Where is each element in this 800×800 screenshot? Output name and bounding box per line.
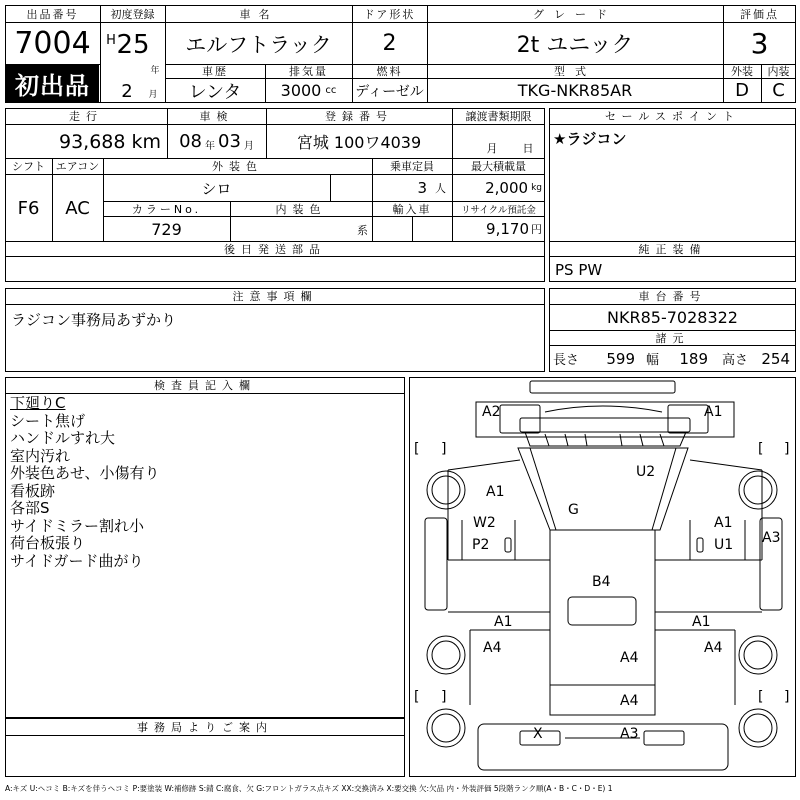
history: レンタ <box>188 81 242 102</box>
interior-label: 内装 <box>767 65 790 78</box>
seats-unit: 人 <box>435 182 446 195</box>
recycle-cell <box>452 217 545 241</box>
mark-a1-mid-right: A1 <box>692 614 711 630</box>
max-load-cell <box>452 175 545 201</box>
mileage-cell <box>5 125 167 158</box>
sales-points-text: ★ラジコン <box>553 129 627 148</box>
mileage-label: 走行 <box>69 110 103 123</box>
import-label: 輸入車 <box>392 202 432 216</box>
recycle-label: リサイクル預託金 <box>461 204 536 216</box>
first-registration-label: 初度登録 <box>110 7 155 21</box>
bracket-left-1: [ <box>414 441 420 457</box>
rear-right-wheel <box>739 636 777 674</box>
door-type: 2 <box>382 31 397 56</box>
sales-points-label: セールスポイント <box>604 110 740 123</box>
mileage-unit: km <box>131 130 161 153</box>
office-notice-label: 事務局よりご案内 <box>137 720 273 734</box>
inspection-label: 車検 <box>199 110 234 123</box>
rear-bumper <box>478 724 728 770</box>
mark-g: G <box>568 502 579 518</box>
inspector-notes-label: 検査員記入欄 <box>154 379 256 392</box>
month-unit: 月 <box>148 89 158 100</box>
mark-a3-bottom: A3 <box>620 726 639 742</box>
mark-a3-right: A3 <box>762 530 781 546</box>
displacement-unit: cc <box>325 85 337 96</box>
transfer-month-unit: 月 <box>486 142 498 155</box>
mark-b4: B4 <box>592 574 611 590</box>
car-name: エルフトラック <box>185 32 332 57</box>
mark-a4-center: A4 <box>620 650 639 666</box>
exterior-grade: D <box>735 80 749 101</box>
genuine-equipment-label: 純正装備 <box>638 242 707 256</box>
recycle-unit: 円 <box>531 223 542 236</box>
inspector-note-10: サイドガード曲がり <box>10 551 144 570</box>
front-right-wheel <box>739 471 777 509</box>
aircon: AC <box>65 197 90 219</box>
mark-p2: P2 <box>472 537 490 553</box>
height-cell <box>722 346 790 371</box>
grade-label: グレード <box>533 7 617 21</box>
inspector-note-4: 室内汚れ <box>10 446 71 465</box>
exterior-color: シロ <box>201 179 232 198</box>
lot-number-label: 出品番号 <box>26 7 79 21</box>
front-left-wheel <box>427 471 465 509</box>
later-parts-label: 後日発送部品 <box>224 242 326 256</box>
caution-label: 注意事項欄 <box>232 290 318 303</box>
displacement-cell <box>265 79 352 102</box>
width: 189 <box>679 349 708 368</box>
inspector-note-9: 荷台板張り <box>10 534 86 552</box>
length-cell <box>553 346 635 371</box>
model-code: TKG-NKR85AR <box>517 81 633 100</box>
genuine-equipment-text: PS PW <box>555 260 603 279</box>
recycle-fee: 9,170 <box>486 220 529 238</box>
seats-label: 乗車定員 <box>390 160 434 173</box>
exterior-color-label: 外装色 <box>212 160 263 173</box>
seats: 3 <box>417 179 427 197</box>
grade: 2t ユニック <box>516 33 634 58</box>
inspection-month-unit: 月 <box>243 141 254 152</box>
exterior-label: 外装 <box>731 65 753 78</box>
damage-legend: A:キズ U:ヘコミ B:キズを伴うヘコミ P:要塗装 W:補修跡 S:錆 C:腐食、欠 G:フロントガラス点キズ XX:交換済み X:要交換 欠:欠品 内・外装評価 5段階ランク順(A・B・C・D・E) 1 <box>5 783 613 793</box>
displacement-label: 排気量 <box>289 65 328 78</box>
inspection-cell <box>167 125 266 158</box>
chassis-number-label: 車台番号 <box>638 290 707 303</box>
history-label: 車歴 <box>202 65 228 78</box>
mark-a1-mid-left: A1 <box>494 614 513 630</box>
bracket-left-2: [ <box>758 441 764 457</box>
bracket-left-3: [ <box>414 689 420 705</box>
score: 3 <box>750 27 769 60</box>
bracket-right-2: ] <box>784 441 790 457</box>
height-label: 高さ <box>722 353 749 368</box>
max-load-label: 最大積載量 <box>471 160 526 173</box>
door-type-label: ドア形状 <box>363 7 416 21</box>
max-load: 2,000 <box>485 179 529 197</box>
inspection-year: 08 <box>179 131 202 152</box>
transfer-day-unit: 日 <box>522 142 534 155</box>
first-registration-year: 25 <box>116 30 150 60</box>
mark-a4-left: A4 <box>483 640 502 656</box>
bracket-right-3: ] <box>441 689 447 705</box>
chassis-number: NKR85-7028322 <box>607 308 738 327</box>
bracket-left-4: [ <box>758 689 764 705</box>
max-load-unit: kg <box>531 183 542 193</box>
length: 599 <box>606 349 635 368</box>
inspector-note-8: サイドミラー割れ小 <box>10 516 144 535</box>
caution-text: ラジコン事務局あずかり <box>11 310 177 329</box>
color-number: 729 <box>151 219 182 239</box>
inspection-year-unit: 年 <box>205 141 215 152</box>
mark-u2: U2 <box>636 464 656 480</box>
mark-a2-top: A2 <box>482 404 501 420</box>
rear-left-wheel <box>427 636 465 674</box>
mark-a4-right: A4 <box>704 640 723 656</box>
inspector-note-1: 下廻りC <box>10 394 66 412</box>
inspector-notes-list <box>10 395 400 570</box>
displacement: 3000 <box>280 81 322 100</box>
model-label: 型式 <box>554 65 596 78</box>
interior-grade: C <box>772 80 785 101</box>
width-cell <box>646 346 708 371</box>
bracket-right-4: ] <box>784 689 790 705</box>
inspector-note-6: 看板跡 <box>10 481 56 500</box>
mark-x: X <box>533 726 543 742</box>
inspection-month: 03 <box>218 131 241 152</box>
era-prefix: H <box>106 32 116 48</box>
plate-label: 登録番号 <box>325 110 393 123</box>
first-registration-month: 2 <box>121 80 133 102</box>
transfer-deadline-label: 譲渡書類期限 <box>465 110 532 123</box>
mark-w2: W2 <box>473 515 496 531</box>
mark-a4-rear: A4 <box>620 693 639 709</box>
seats-cell <box>372 175 452 201</box>
length-label: 長さ <box>553 353 580 368</box>
height: 254 <box>761 349 790 368</box>
color-number-label: カラーNo. <box>131 202 202 216</box>
first-listing-badge: 初出品 <box>6 65 99 102</box>
score-label: 評価点 <box>740 7 779 21</box>
inspector-note-7: 各部S <box>10 499 50 517</box>
interior-color-label: 内装色 <box>275 202 327 216</box>
mark-a1-right: A1 <box>714 515 733 531</box>
width-label: 幅 <box>646 353 660 368</box>
year-unit: 年 <box>150 65 160 76</box>
mark-u1: U1 <box>714 537 734 553</box>
shift: F6 <box>17 197 40 219</box>
lot-number: 7004 <box>14 26 91 61</box>
car-name-label: 車名 <box>239 7 278 21</box>
plate-number: 宮城 100ワ4039 <box>296 133 422 152</box>
inspector-note-2: シート焦げ <box>10 411 86 430</box>
mileage: 93,688 <box>59 130 126 153</box>
cargo-bed <box>550 530 655 715</box>
mark-a1-left: A1 <box>486 484 505 500</box>
fuel-label: 燃料 <box>376 65 403 78</box>
aircon-label: エアコン <box>55 160 100 173</box>
inspector-note-3: ハンドルすれ大 <box>10 429 116 447</box>
bracket-right-1: ] <box>441 441 447 457</box>
mark-a1-top: A1 <box>704 404 723 420</box>
specs-label: 諸元 <box>655 331 690 345</box>
interior-color-suffix: 系 <box>357 224 368 237</box>
fuel: ディーゼル <box>355 83 424 100</box>
inspector-note-5: 外装色あせ、小傷有り <box>10 464 160 482</box>
top-bumper <box>530 381 675 393</box>
shift-label: シフト <box>12 160 45 173</box>
